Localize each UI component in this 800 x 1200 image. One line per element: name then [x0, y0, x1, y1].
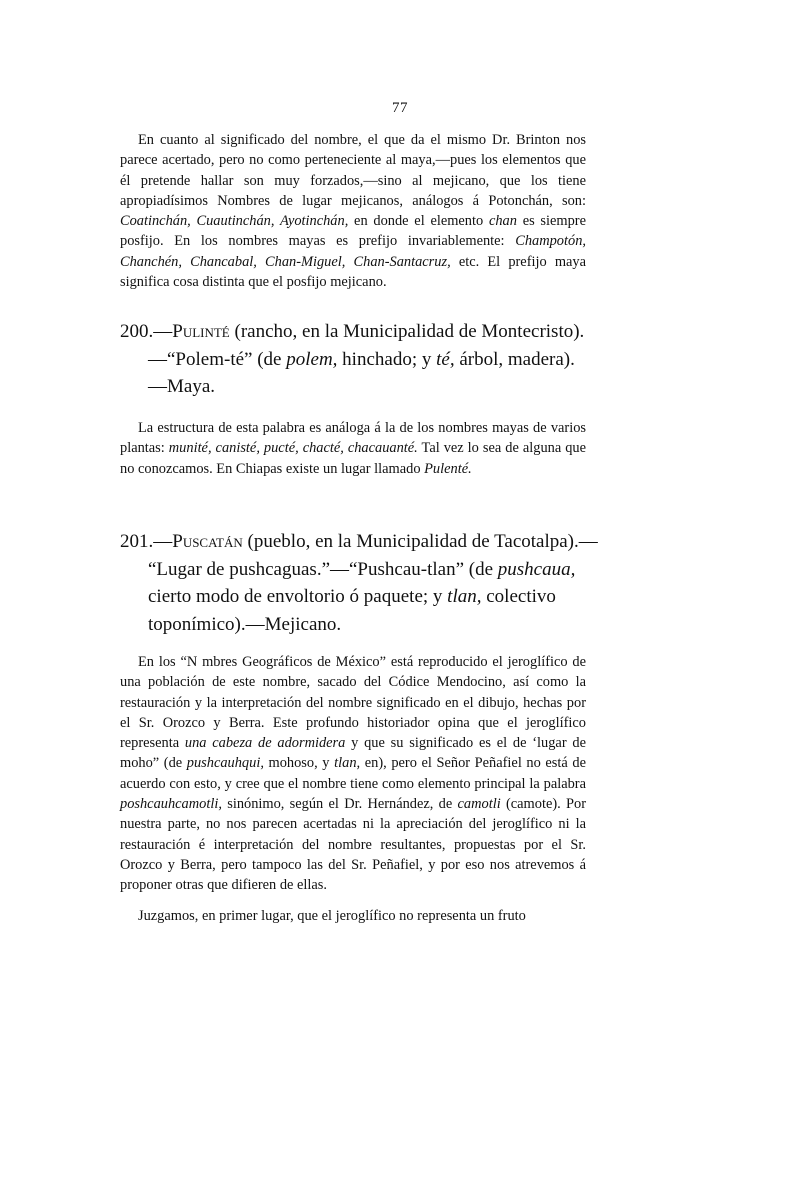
italic-run: pushcauhqui, [186, 755, 264, 772]
text-run: (rancho, en la Municipalidad de Montecristo). [229, 321, 585, 342]
text-run: En los “N mbres Geográficos de México” está reproducido el jeroglífico de una población de este nombre, sacado del Códice Mendocino, así como la restauración y la interpretación del nombre significado en el dibujo, hechas por el Sr. Orozco y Berra. Este profundo historiador opina que el jeroglífico representa [120, 654, 586, 752]
italic-run: camotli [457, 796, 501, 813]
text-run: Tal vez lo sea de alguna que no conozcamos. En Chiapas existe un lugar llamado [120, 440, 587, 477]
text-run: (camote). Por nuestra parte, no nos parecen acertadas ni la apreciación del jeroglífico ni la restauración é interpretación del nombre resultantes, propuestas por el Sr. Orozco y Berra, pero tampoco las del Sr. Peñafiel, y por eso nos atrevemos á proponer otras que difieren de ellas. [120, 796, 586, 894]
text-run: —“Polem-té” (de [148, 348, 287, 370]
entry-heading-line [120, 318, 600, 346]
italic-run: munité, canisté, pucté, chacté, chacauanté. [168, 440, 418, 457]
paragraph-pulinte-structure [120, 418, 586, 479]
entry-200-pulinte [120, 318, 600, 401]
entry-etymology-line [120, 346, 600, 374]
paragraph-brinton-commentary [120, 130, 586, 292]
entry-name: Pulinté [172, 321, 230, 342]
text-run: es siempre posfijo. En los nombres mayas es prefijo invariablemente: [120, 213, 586, 250]
text-run: hinchado; y [337, 348, 437, 370]
text-run: “Lugar de pushcaguas.”—“Pushcau-tlan” (de [148, 558, 498, 580]
text-run: (pueblo, en la Municipalidad de Tacotalpa).— [242, 531, 598, 552]
paragraph-juzgamos: Juzgamos, en primer lugar, que el jeroglífico no representa un fruto [138, 908, 526, 924]
text-run: cierto modo de envoltorio ó paquete; y [148, 586, 448, 607]
text-run: sinónimo, según el Dr. Hernández, de [221, 796, 458, 813]
entry-number: 200.— [120, 321, 173, 342]
text-run: etc. El prefijo maya significa cosa distinta que el posfijo mejicano. [120, 253, 587, 291]
page-number: 77 [392, 100, 408, 116]
entry-name: Puscatán [172, 531, 243, 552]
entry-etymology-line [120, 556, 600, 584]
text-run: La estructura de esta palabra es análoga á la de los nombres mayas de varios plantas: [120, 420, 586, 457]
paragraph-puscatan-glyph [120, 652, 586, 896]
italic-run: pushcaua, [497, 558, 576, 580]
entry-language-line: —Maya. [148, 376, 216, 397]
entry-number: 201.— [120, 531, 173, 552]
entry-etymology-line [120, 583, 600, 611]
italic-run: polem, [286, 348, 338, 370]
italic-run: tlan, [447, 586, 482, 607]
text-run: y que su significado es el de ‘lugar de moho” (de [120, 735, 586, 772]
entry-language-line: toponímico).—Mejicano. [148, 613, 342, 635]
italic-run: tlan, [334, 755, 361, 772]
entry-201-puscatan [120, 528, 600, 638]
text-run: en), pero el Señor Peñafiel no está de acuerdo con esto, y cree que el nombre tiene como elemento principal la palabra [120, 755, 586, 792]
italic-run: Pulenté. [424, 460, 472, 477]
entry-heading-line [120, 528, 600, 556]
italic-run: té, [436, 348, 455, 370]
italic-run: Champotón, Chanchén, Chancabal, Chan-Miguel, Chan-Santacruz, [120, 233, 586, 270]
italic-run: una cabeza de adormidera [184, 735, 346, 752]
italic-run: poshcauhcamotli, [120, 796, 222, 813]
text-run: mohoso, y [263, 755, 335, 772]
text-run: colectivo [481, 586, 556, 607]
text-run: árbol, madera). [454, 348, 575, 370]
text-run: En cuanto al significado del nombre, el que da el mismo Dr. Brinton nos parece acertado, pero no como perteneciente al maya,—pues los elementos que él pretende hallar son muy forzados,—sino al mejicano, que los tiene apropiadísimos Nombres de lugar mejicanos, análogos á Potonchán, son: [120, 132, 586, 209]
text-run: en donde el elemento [348, 213, 489, 230]
italic-run: Coatinchán, Cuautinchán, Ayotinchán, [120, 213, 349, 230]
italic-run: chan [488, 213, 517, 230]
